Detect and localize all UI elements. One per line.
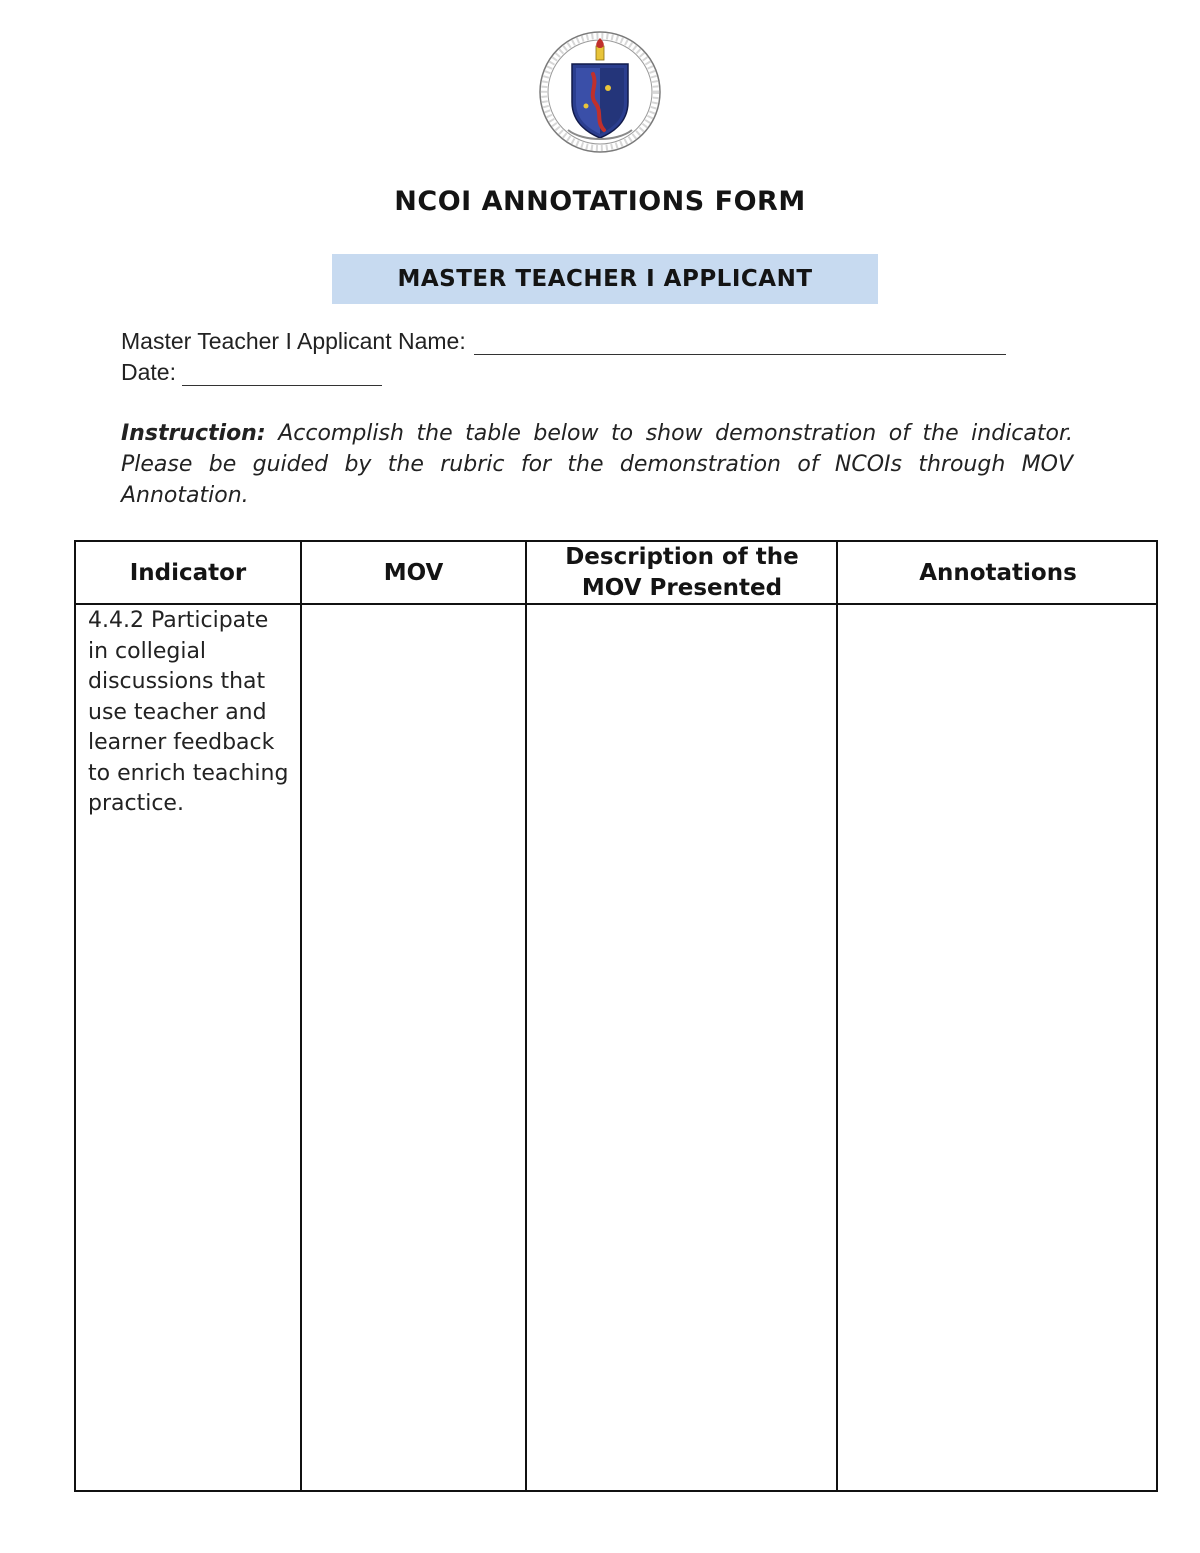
instruction-text: Accomplish the table below to show demonstration of the indicator. Please be guided by the rubric for the demonstration of NCOIs through MOV Annotation. bbox=[121, 421, 1073, 508]
annotations-table bbox=[74, 540, 1158, 1492]
mov-cell[interactable] bbox=[302, 606, 525, 1490]
date-blank[interactable] bbox=[182, 359, 382, 386]
header-annotations: Annotations bbox=[919, 559, 1077, 586]
applicant-type-banner bbox=[332, 254, 878, 304]
description-cell[interactable] bbox=[527, 606, 836, 1490]
instruction-lead: Instruction: bbox=[121, 421, 266, 446]
indicator-cell: 4.4.2 Participate in collegial discussions that use teacher and learner feedback to enrich teaching practice. bbox=[88, 608, 289, 816]
annotations-cell[interactable] bbox=[838, 606, 1156, 1490]
applicant-name-field bbox=[121, 328, 1006, 355]
applicant-name-blank[interactable] bbox=[474, 328, 1006, 355]
header-mov: MOV bbox=[383, 559, 444, 586]
instruction-paragraph bbox=[121, 418, 1073, 511]
header-description: Description of the MOV Presented bbox=[565, 544, 799, 601]
banner-label: MASTER TEACHER I APPLICANT bbox=[397, 266, 813, 292]
date-field bbox=[121, 359, 382, 386]
form-title: NCOI ANNOTATIONS FORM bbox=[394, 186, 806, 217]
header-indicator: Indicator bbox=[129, 559, 247, 586]
date-label: Date: bbox=[121, 359, 176, 385]
applicant-name-label: Master Teacher I Applicant Name: bbox=[121, 328, 466, 354]
deped-seal-icon bbox=[538, 30, 662, 154]
